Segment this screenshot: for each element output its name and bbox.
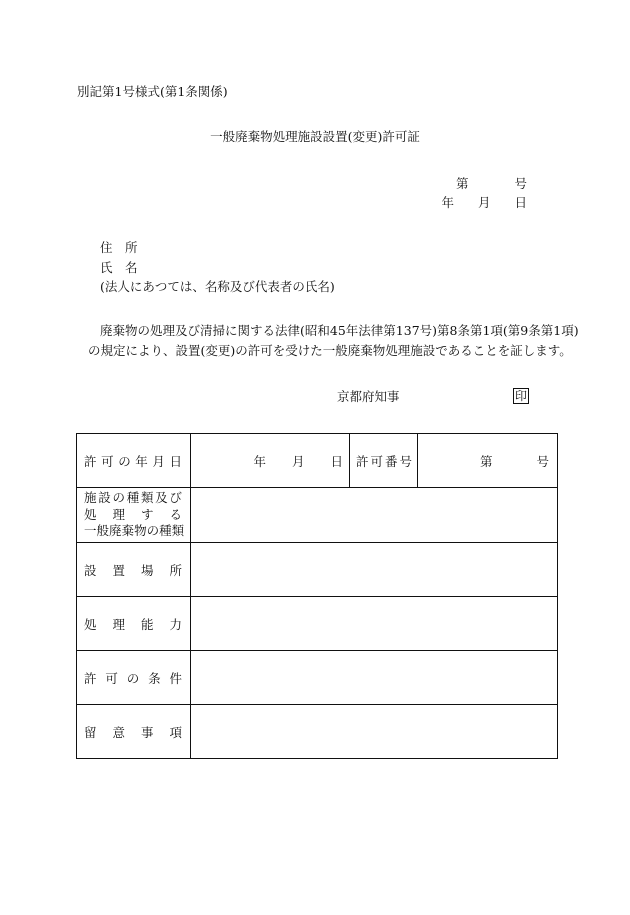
permit-number-go: 号	[536, 453, 550, 469]
table-row	[77, 705, 558, 759]
body-text-line-2: の規定により、設置(変更)の許可を受けた一般廃棄物処理施設であることを証します。	[88, 343, 572, 358]
capacity-value[interactable]	[191, 597, 558, 651]
permit-table	[76, 433, 558, 759]
permit-date-month: 月	[291, 453, 305, 469]
permit-date-label	[77, 434, 191, 488]
table-row	[77, 543, 558, 597]
number-go: 号	[514, 176, 527, 191]
notes-value[interactable]	[191, 705, 558, 759]
facility-kind-stack: 施 設 の 種 類 及 び 処 理 す る 一 般 廃 棄 物 の 種 類	[84, 489, 185, 539]
name-label: 氏 名	[100, 260, 138, 275]
spread-label: 許 可 の 年 月 日	[84, 453, 182, 469]
permit-date-day: 日	[330, 453, 343, 469]
number-dai: 第	[455, 176, 469, 191]
permit-number-value[interactable]	[418, 434, 558, 488]
date-year: 年	[441, 195, 454, 210]
body-text-line-1: 廃棄物の処理及び清掃に関する法律(昭和45年法律第137号)第8条第1項(第9条第1項)	[100, 323, 579, 338]
table-row	[77, 488, 558, 543]
address-label: 住 所	[100, 240, 138, 255]
issue-date-line	[441, 197, 527, 210]
permit-date-value[interactable]	[191, 434, 350, 488]
permit-number-label	[350, 434, 418, 488]
permit-number-dai: 第	[480, 453, 493, 469]
conditions-value[interactable]	[191, 651, 558, 705]
location-value[interactable]	[191, 543, 558, 597]
seal-mark: 印	[515, 389, 528, 403]
table-row	[77, 434, 558, 488]
conditions-label: 許 可 の 条 件	[77, 651, 191, 705]
permit-date-year: 年	[253, 453, 266, 469]
table-row	[77, 651, 558, 705]
document-title: 一般廃棄物処理施設設置(変更)許可証	[210, 129, 420, 144]
facility-kind-label	[77, 488, 191, 543]
notes-label: 留 意 事 項	[77, 705, 191, 759]
form-number-header: 別記第1号様式(第1条関係)	[77, 84, 228, 99]
spread-label: 許 可 番 号	[356, 453, 412, 469]
issuer-name: 京都府知事	[337, 389, 400, 404]
date-day: 日	[514, 195, 527, 210]
location-label: 設 置 場 所	[77, 543, 191, 597]
table-row	[77, 597, 558, 651]
facility-kind-value[interactable]	[191, 488, 558, 543]
date-month: 月	[477, 195, 491, 210]
capacity-label: 処 理 能 力	[77, 597, 191, 651]
permit-number-line	[456, 178, 527, 191]
corporation-note: (法人にあつては、名称及び代表者の氏名)	[100, 279, 335, 294]
